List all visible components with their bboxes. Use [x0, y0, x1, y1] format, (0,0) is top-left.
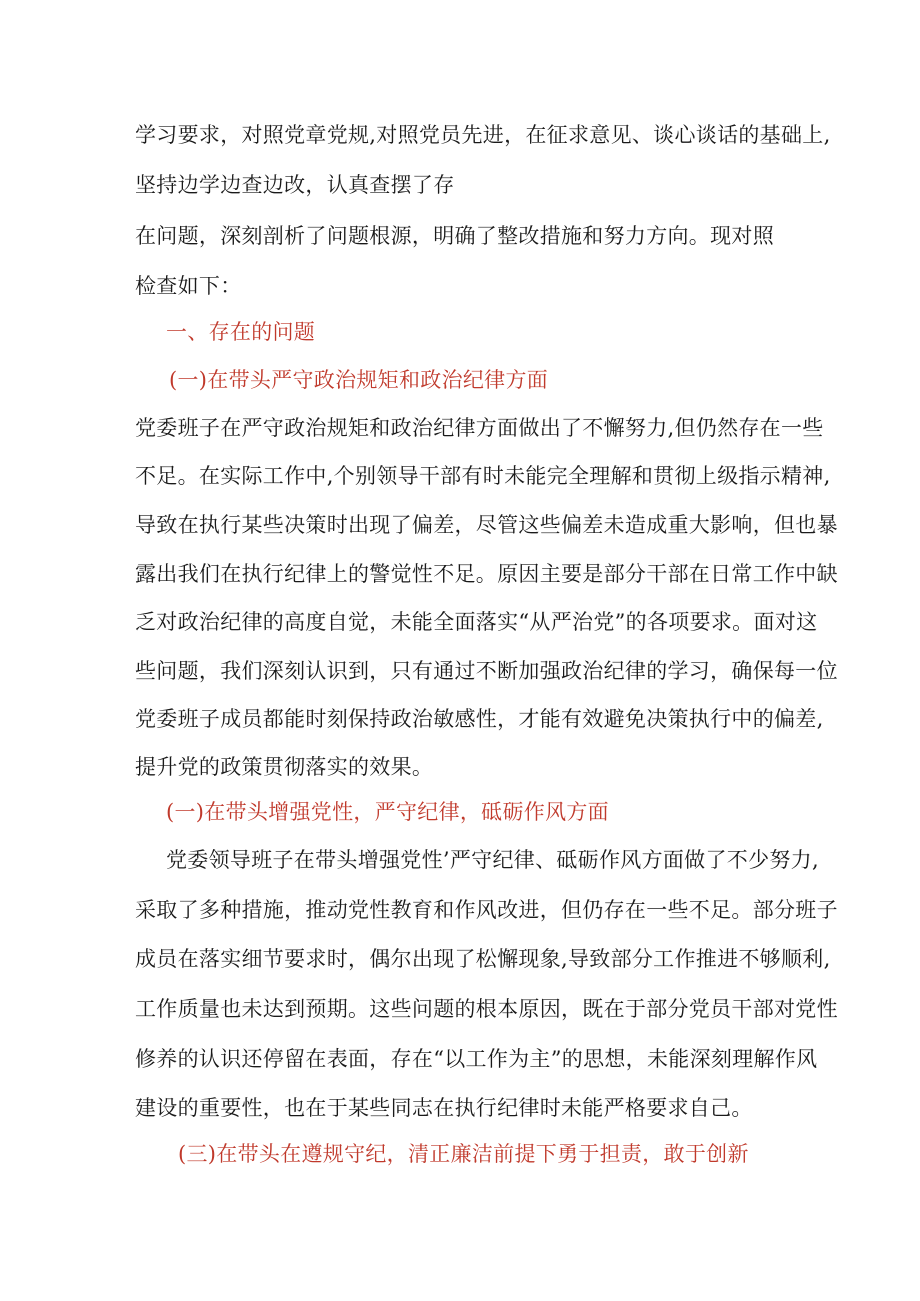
subsection-heading: (一)在带头严守政治规矩和政治纪律方面	[169, 368, 549, 392]
paragraph-line: 乏对政治纪律的高度自觉，未能全面落实“从严治党”的各项要求。面对这	[135, 610, 818, 634]
paragraph-line: 提升党的政策贯彻落实的效果。	[135, 755, 434, 779]
paragraph-line: 露出我们在执行纪律上的警觉性不足。原因主要是部分干部在日常工作中缺	[135, 562, 838, 586]
paragraph-line: 导致在执行某些决策时出现了偏差，尽管这些偏差未造成重大影响，但也暴	[135, 513, 838, 537]
paragraph-line: 采取了多种措施，推动党性教育和作风改进，但仍存在一些不足。部分班子	[135, 898, 838, 922]
subsection-heading: (三)在带头在遵规守纪，清正廉洁前提下勇于担责，敢于创新	[178, 1142, 749, 1166]
subsection-heading: (一)在带头增强党性，严守纪律，砥砺作风方面	[166, 800, 609, 824]
paragraph-line: 党委领导班子在带头增强党性’严守纪律、砥砺作风方面做了不少努力,	[166, 848, 819, 872]
paragraph-line: 学习要求，对照党章党规,对照党员先进，在征求意见、谈心谈话的基础上,	[135, 123, 831, 147]
paragraph-line: 建设的重要性，也在于某些同志在执行纪律时未能严格要求自己。	[135, 1096, 753, 1120]
paragraph-line: 修养的认识还停留在表面，存在“以工作为主”的思想，未能深刻理解作风	[135, 1047, 818, 1071]
paragraph-line: 党委班子成员都能时刻保持政治敏感性，才能有效避免决策执行中的偏差,	[135, 707, 824, 731]
paragraph-line: 坚持边学边查边改，认真查摆了存	[135, 173, 455, 197]
paragraph-line: 些问题，我们深刻认识到，只有通过不断加强政治纪律的学习，确保每一位	[135, 659, 838, 683]
paragraph-line: 在问题，深刻剖析了问题根源，明确了整改措施和努力方向。现对照	[135, 224, 774, 248]
paragraph-line: 不足。在实际工作中,个别领导干部有时未能完全理解和贯彻上级指示精神,	[135, 464, 831, 488]
paragraph-line: 党委班子在严守政治规矩和政治纪律方面做出了不懈努力,但仍然存在一些	[135, 416, 824, 440]
section-heading: 一、存在的问题	[166, 320, 316, 344]
paragraph-line: 工作质量也未达到预期。这些问题的根本原因，既在于部分党员干部对党性	[135, 997, 838, 1021]
paragraph-line: 成员在落实细节要求时，偶尔出现了松懈现象,导致部分工作推进不够顺利,	[135, 947, 831, 971]
paragraph-line: 检查如下：	[135, 274, 242, 298]
